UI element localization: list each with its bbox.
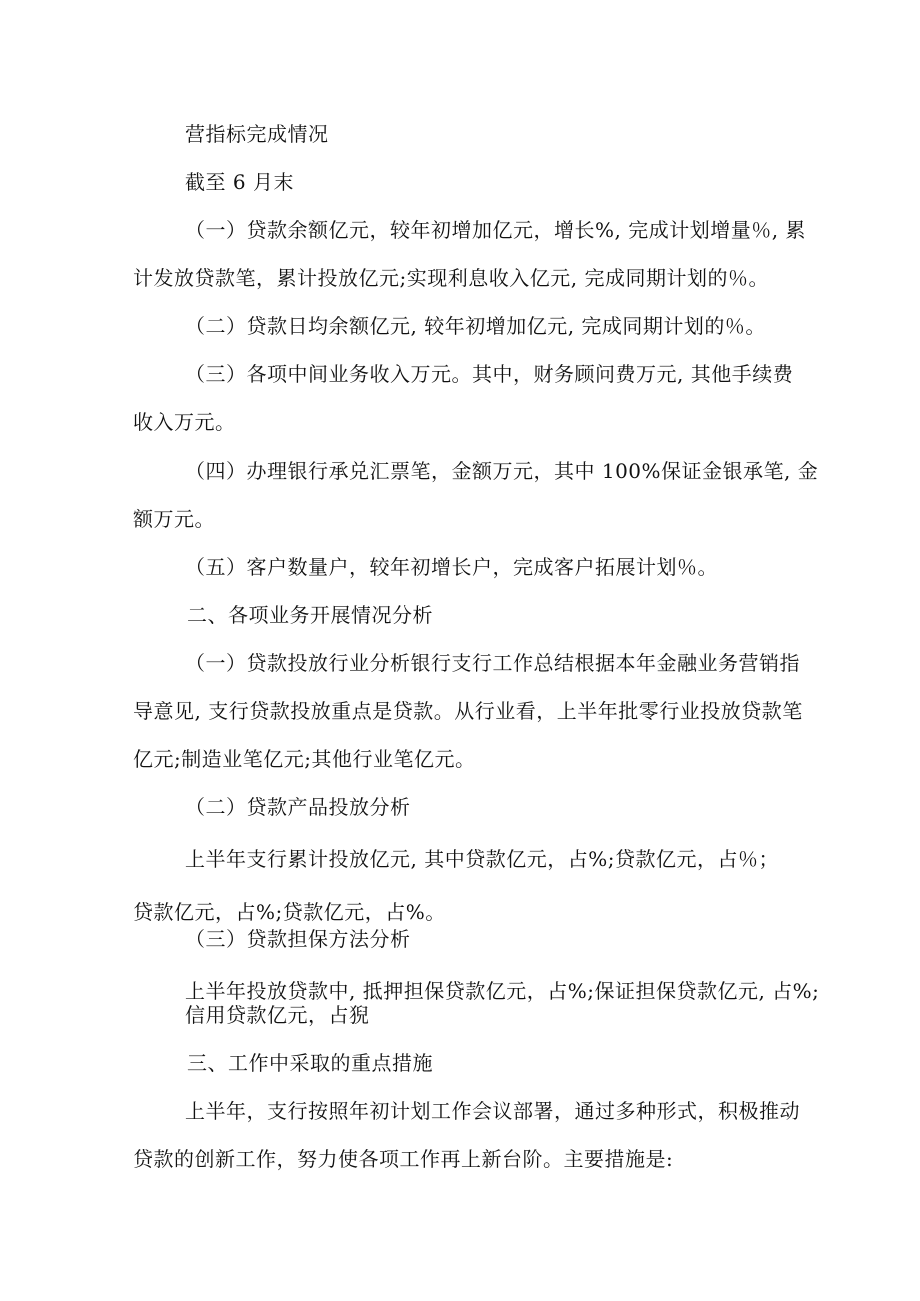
paragraph-line: 贷款的创新工作，努力使各项工作再上新台阶。主要措施是:: [133, 1147, 674, 1171]
paragraph-line: （二）贷款日均余额亿元, 较年初增加亿元, 完成同期计划的％。: [185, 314, 766, 338]
paragraph-line: （三）各项中间业务收入万元。其中，财务顾问费万元, 其他手续费: [185, 362, 794, 386]
paragraph-line: （一）贷款投放行业分析银行支行工作总结根据本年金融业务营销指: [185, 651, 800, 675]
section-heading: 二、各项业务开展情况分析: [187, 603, 433, 627]
paragraph-line: 额万元。: [133, 507, 215, 531]
subsection-heading: （二）贷款产品投放分析: [185, 795, 411, 819]
paragraph-line: 计发放贷款笔，累计投放亿元;实现利息收入亿元, 完成同期计划的％。: [133, 266, 769, 290]
paragraph-line: 上半年，支行按照年初计划工作会议部署，通过多种形式，积极推动: [185, 1099, 800, 1123]
paragraph-line: 信用贷款亿元，占猊: [185, 1003, 370, 1027]
paragraph-line: 上半年投放贷款中, 抵押担保贷款亿元，占%;保证担保贷款亿元, 占%;: [185, 979, 820, 1003]
paragraph-line: （一）贷款余额亿元，较年初增加亿元，增长%, 完成计划增量％, 累: [185, 218, 806, 242]
paragraph-line: 亿元;制造业笔亿元;其他行业笔亿元。: [133, 747, 476, 771]
paragraph-line: 导意见, 支行贷款投放重点是贷款。从行业看，上半年批零行业投放贷款笔: [133, 699, 803, 723]
paragraph-line: （四）办理银行承兑汇票笔，金额万元，其中 100%保证金银承笔, 金: [185, 459, 819, 483]
paragraph-line: 收入万元。: [133, 410, 236, 434]
date-line: 截至 6 月末: [185, 170, 294, 194]
paragraph-line: 上半年支行累计投放亿元, 其中贷款亿元，占%;贷款亿元，占％；: [185, 847, 779, 871]
subsection-heading: （三）贷款担保方法分析: [185, 927, 411, 951]
section-heading: 营指标完成情况: [185, 122, 329, 146]
paragraph-line: 贷款亿元，占%;贷款亿元，占%。: [133, 900, 446, 924]
paragraph-line: （五）客户数量户，较年初增长户，完成客户拓展计划％。: [185, 555, 718, 579]
section-heading: 三、工作中采取的重点措施: [187, 1051, 433, 1075]
